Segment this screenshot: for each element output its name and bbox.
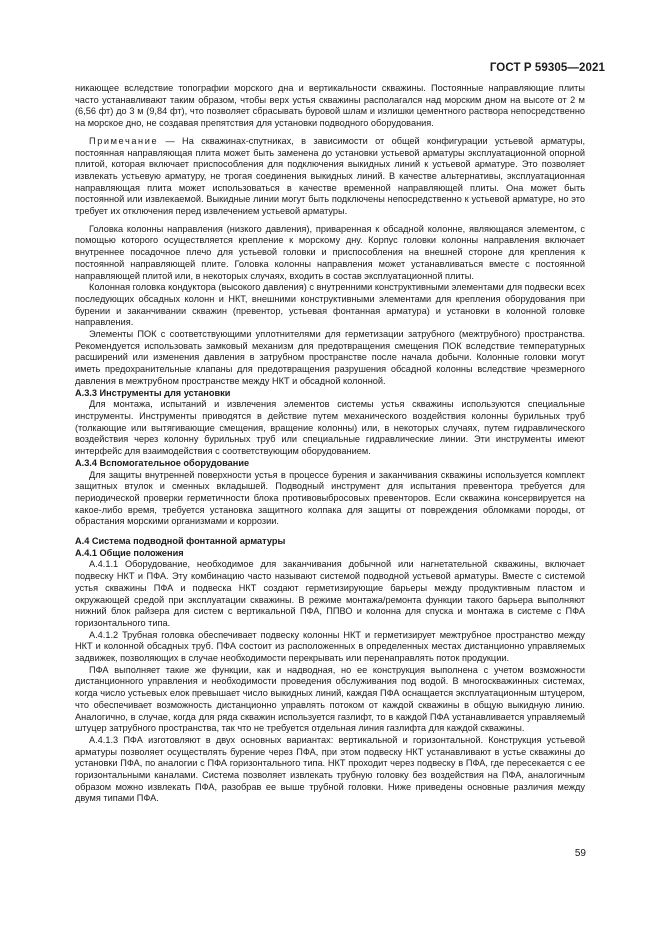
document-body bbox=[75, 83, 585, 805]
subsection-heading: А.4.1 Общие положения bbox=[75, 547, 184, 558]
paragraph: ПФА выполняет такие же функции, как и надводная, но ее конструкция выполнена с учетом возможности дистанционного управления и необходимости проведения обслуживания под водой. В многоскважинных системах, когда число устьевых елок превышает число выкидных линий, каждая ПФА оснащается эксплуатационным штуцером, что обеспечивает возможность дистанционно управлять потоком от каждой скважины в общую выкидную линию. Аналогично, в случае, когда для ряда скважин используется газлифт, то в каждой ПФА устанавливается управляемый штуцер затрубного пространства, так что не требуется отдельная линия газлифта для каждой скважины. bbox=[75, 664, 585, 734]
note-text: — На скважинах-спутниках, в зависимости от общей конфигурации устьевой арматуры, постоянная направляющая плита может быть заменена до установки устьевой арматуры эксплуатационной опорной плитой, которая включает приспособления для подключения выкидных линий к устьевой арматуре. Это позволяет извлекать устьевую арматуру, не трогая соединения выкидных линий. В качестве альтернативы, эксплуатационная направляющая плита может использоваться в качестве временной направляющей плиты. Она может быть постоянной или извлекаемой. Выкидные линии могут быть подключены непосредственно к устьевой арматуре, но это требует их отключения перед извлечением устьевой арматуры. bbox=[75, 135, 585, 217]
paragraph: Для защиты внутренней поверхности устья в процессе бурения и заканчивания скважины используется комплект защитных втулок и сменных вкладышей. Подводный инструмент для испытания превентора требуется для периодической проверки герметичности блока противовыбросовых превенторов. Если скважина консервируется на какое-либо время, требуется установка защитного колпака для защиты от повреждения обломками породы, от обрастания морскими организмами и коррозии. bbox=[75, 469, 585, 527]
note-label: Примечание bbox=[89, 135, 159, 146]
paragraph: А.4.1.3 ПФА изготовляют в двух основных вариантах: вертикальной и горизонтальной. Конструкция устьевой арматуры позволяет осуществлять бурение через ПФА, при этом подвеску НКТ устанавливают в устье скважины до установки ПФА, по аналогии с ПФА горизонтального типа. НКТ проходит через подвеску в ПФА, где пересекается с ее горизонтальными каналами. Система позволяет извлекать трубную головку без воздействия на ПФА, аналогичным образом можно извлекать ПФА, разобрав ее выше трубной головки. Ниже приведены основные различия между двумя типами ПФА. bbox=[75, 734, 585, 804]
paragraph: Элементы ПОК с соответствующими уплотнителями для герметизации затрубного (межтрубного) пространства. Рекомендуется использовать замковый механизм для предотвращения смещения ПОК вследствие температурных расширений или изменения давления в затрубном пространстве после начала добычи. Колонные головки могут иметь предохранительные клапаны для предотвращения разрушения обсадной колонны вследствие чрезмерного давления в межтрубном пространстве между НКТ и обсадной колонной. bbox=[75, 329, 585, 386]
section-heading: А.4 Система подводной фонтанной арматуры bbox=[75, 536, 286, 547]
paragraph: А.4.1.2 Трубная головка обеспечивает подвеску колонны НКТ и герметизирует межтрубное пространство между НКТ и колонной обсадных труб. ПФА состоит из расположенных в определенных местах дистанционно управляемых задвижек, позволяющих в случае необходимости перекрывать или перенаправлять поток продукции. bbox=[75, 629, 585, 664]
section-heading: А.3.4 Вспомогательное оборудование bbox=[75, 457, 250, 468]
paragraph: Колонная головка кондуктора (высокого давления) с внутренними конструктивными элементами для подвески всех последующих обсадных колонн и НКТ, внешними конструктивными элементами для крепления оборудования при бурении и заканчивании скважин (превентор, устьевая фонтанная арматура) и установки в колонной головке направления. bbox=[75, 282, 585, 328]
note-paragraph bbox=[75, 136, 585, 218]
paragraph: никающее вследствие топографии морского дна и вертикальности скважины. Постоянные направляющие плиты часто устанавливают таким образом, чтобы верх устья скважины располагался над морским дном на высоте от 2 м (6,56 фт) до 3 м (9,84 фт), что позволяет сбрасывать буровой шлам и излишки цементного раствора непосредственно на морское дно, не создавая препятствия для установки подводного оборудования. bbox=[75, 83, 585, 129]
section-heading: А.3.3 Инструменты для установки bbox=[75, 387, 231, 398]
page-number: 59 bbox=[574, 848, 586, 859]
paragraph: Головка колонны направления (низкого давления), приваренная к обсадной колонне, являющаяся элементом, с помощью которого осуществляется крепление к морскому дну. Корпус головки колонны направления включает внутреннее посадочное плечо для устьевой головки и приспособления на внешней стороне для крепления к постоянной направляющей плите. Головка колонны направления может устанавливаться вместе с постоянной направляющей плитой или, в некоторых случаях, входить в состав эксплуатационной плиты. bbox=[75, 223, 585, 281]
paragraph: А.4.1.1 Оборудование, необходимое для заканчивания добычной или нагнетательной скважины, включает подвеску НКТ и ПФА. Эту комбинацию часто называют системой подводной устьевой арматуры. Вместе с системой устья скважины ПФА и подвеска НКТ создают герметизирующие барьеры между продуктивным пластом и окружающей средой при эксплуатации скважины. В режиме монтажа/ремонта функции такого барьера выполняют нижний блок райзера для систем с вертикальной ПФА, ППВО и колонна для спуска и монтажа в системе с ПФА горизонтального типа. bbox=[75, 559, 585, 628]
paragraph: Для монтажа, испытаний и извлечения элементов системы устья скважины используются специальные инструменты. Инструменты приводятся в действие путем механического воздействия колонны бурильных труб (толкающие или вытягивающие смещения, вращение колонны) или, в некоторых случаях, путем гидравлического воздействия через колонну бурильных труб или специальные гидравлические линии. Эти инструменты имеют интерфейс для взаимодействия с соответствующим оборудованием. bbox=[75, 399, 585, 457]
document-code: ГОСТ Р 59305—2021 bbox=[489, 62, 605, 74]
